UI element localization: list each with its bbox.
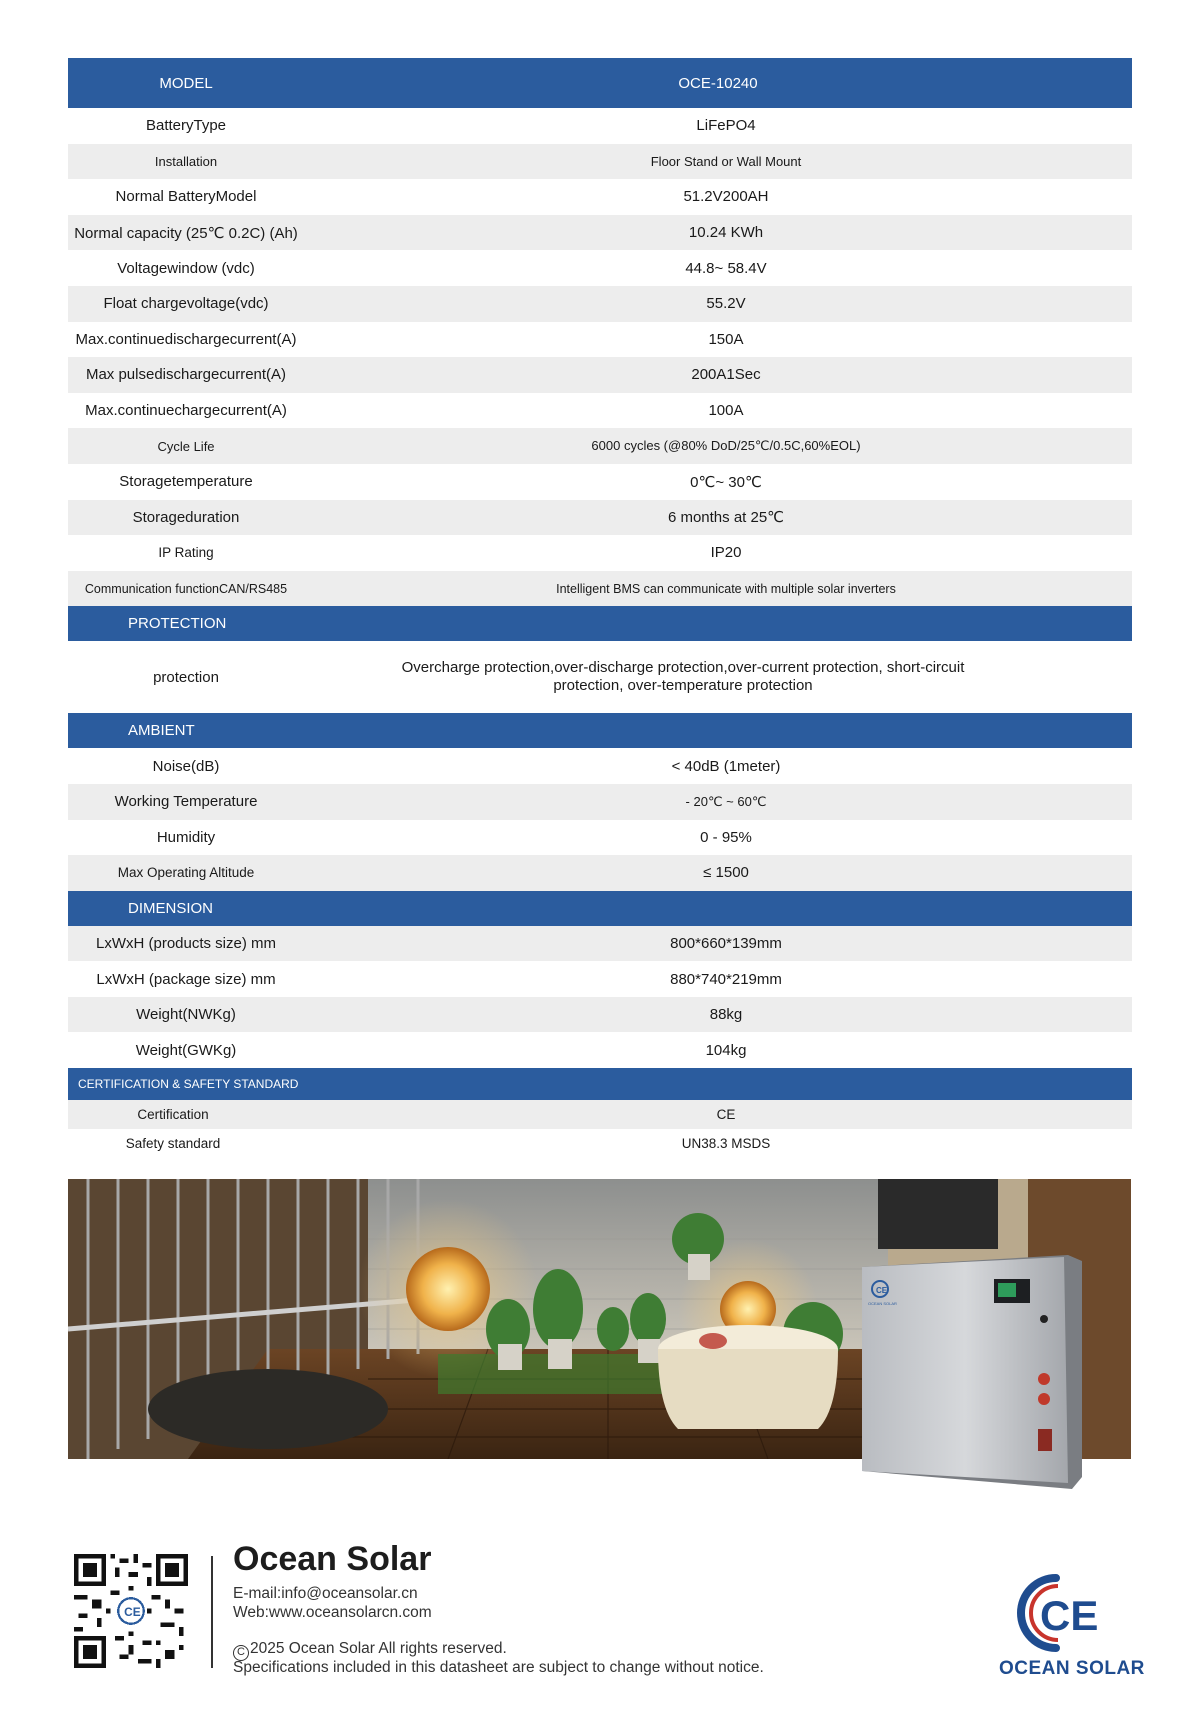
- spec-row-battery-model: [68, 179, 1132, 215]
- spec-value: CE: [716, 1107, 736, 1123]
- spec-row-product-size: [68, 926, 1132, 962]
- spec-label: LxWxH (package size) mm: [96, 970, 276, 988]
- footer: [0, 1540, 1200, 1710]
- spec-value: LiFePO4: [696, 117, 756, 135]
- spec-row-capacity: [68, 215, 1132, 251]
- spec-label: Normal capacity (25℃ 0.2C) (Ah): [74, 224, 298, 242]
- spec-value: 800*660*139mm: [670, 934, 782, 952]
- spec-row-storage-duration: [68, 500, 1132, 536]
- copyright-line: [233, 1640, 507, 1661]
- spec-value: 51.2V200AH: [683, 188, 769, 206]
- spec-row-installation: [68, 144, 1132, 180]
- spec-value: 6000 cycles (@80% DoD/25℃/0.5C,60%EOL): [591, 438, 861, 454]
- spec-label: Max.continuechargecurrent(A): [85, 402, 287, 420]
- contact-website[interactable]: Web:www.oceansolarcn.com: [233, 1604, 432, 1621]
- battery-terminal: [1038, 1373, 1050, 1385]
- spec-label: Storagetemperature: [119, 473, 253, 491]
- spec-row-cycle-life: [68, 428, 1132, 464]
- ambient-section-header: [68, 713, 1132, 748]
- spec-value: 200A1Sec: [691, 366, 761, 384]
- spec-label: Installation: [154, 153, 218, 169]
- spec-value: < 40dB (1meter): [671, 757, 781, 775]
- spec-label: Storageduration: [132, 508, 240, 526]
- spec-row-voltage-window: [68, 250, 1132, 286]
- spec-label: Weight(GWKg): [135, 1041, 237, 1059]
- qr-code[interactable]: [74, 1554, 188, 1668]
- brand-name: Ocean Solar: [233, 1540, 432, 1578]
- contact-email[interactable]: E-mail:info@oceansolar.cn: [233, 1585, 418, 1602]
- dimension-section-header: [68, 891, 1132, 926]
- spec-value: 55.2V: [706, 295, 746, 313]
- spec-value: Overcharge protection,over-discharge protection,over-current protection, short-circuit protection, over-temperature protection: [401, 659, 965, 695]
- spec-label: Normal BatteryModel: [115, 188, 257, 206]
- spec-value: IP20: [710, 544, 742, 562]
- spec-label: Max.continuedischargecurrent(A): [75, 330, 297, 348]
- spec-value: - 20℃ ~ 60℃: [685, 793, 767, 809]
- spec-label: IP Rating: [158, 545, 214, 561]
- spec-label: Communication functionCAN/RS485: [84, 581, 288, 596]
- spec-value: 100A: [708, 402, 744, 420]
- spec-label: Voltagewindow (vdc): [117, 259, 255, 277]
- section-title: AMBIENT: [128, 722, 195, 740]
- spec-row-safety-standard: [68, 1129, 1132, 1158]
- spec-row-net-weight: [68, 997, 1132, 1033]
- spec-row-package-size: [68, 961, 1132, 997]
- spec-label: protection: [153, 668, 219, 686]
- spec-label: Float chargevoltage(vdc): [103, 295, 269, 313]
- model-value: OCE-10240: [678, 74, 758, 92]
- spec-sheet: [68, 58, 1132, 1158]
- spec-value: UN38.3 MSDS: [681, 1136, 771, 1152]
- logo-wordmark: OCEAN SOLAR: [999, 1658, 1145, 1679]
- spec-value: 88kg: [709, 1006, 743, 1024]
- protection-section-header: [68, 606, 1132, 641]
- section-title: CERTIFICATION & SAFETY STANDARD: [78, 1077, 299, 1092]
- spec-label: LxWxH (products size) mm: [95, 934, 277, 952]
- battery-product-image: [854, 1249, 1088, 1497]
- spec-row-humidity: [68, 820, 1132, 856]
- spec-label: BatteryType: [145, 117, 227, 135]
- spec-value: 880*740*219mm: [670, 970, 782, 988]
- section-title: PROTECTION: [128, 615, 227, 633]
- spec-row-altitude: [68, 855, 1132, 891]
- spec-label: Certification: [137, 1107, 209, 1123]
- spec-value: 150A: [708, 330, 744, 348]
- model-header: [68, 58, 1132, 108]
- change-notice: Specifications included in this datasheet are subject to change without notice.: [233, 1659, 764, 1676]
- product-scene-photo: [68, 1179, 1131, 1459]
- spec-label: Weight(NWKg): [136, 1006, 236, 1024]
- spec-label: Max pulsedischargecurrent(A): [85, 366, 287, 384]
- spec-label: Cycle Life: [157, 438, 215, 454]
- spec-label: Max Operating Altitude: [117, 865, 255, 881]
- qr-center-logo: CE: [124, 1605, 141, 1620]
- spec-row-noise: [68, 748, 1132, 784]
- battery-logo: CE: [876, 1286, 888, 1295]
- copyright-symbol: C: [233, 1645, 249, 1661]
- spec-value: 104kg: [705, 1041, 747, 1059]
- battery-brand-small: OCEAN SOLAR: [868, 1301, 897, 1306]
- spec-row-protection: [68, 641, 1132, 713]
- spec-value: 0℃~ 30℃: [690, 473, 762, 491]
- spec-row-float-charge-voltage: [68, 286, 1132, 322]
- spec-label: Safety standard: [125, 1136, 221, 1152]
- spec-value: Intelligent BMS can communicate with multiple solar inverters: [556, 581, 896, 596]
- spec-row-pulse-discharge-current: [68, 357, 1132, 393]
- spec-value: 0 - 95%: [700, 828, 752, 846]
- spec-label: Humidity: [156, 828, 216, 846]
- copyright-text: 2025 Ocean Solar All rights reserved.: [250, 1640, 507, 1657]
- spec-row-communication: [68, 571, 1132, 607]
- spec-value: Floor Stand or Wall Mount: [650, 153, 802, 169]
- footer-divider: [211, 1556, 213, 1668]
- spec-row-certification: [68, 1100, 1132, 1129]
- ocean-solar-logo: [1000, 1568, 1120, 1658]
- spec-label: Working Temperature: [114, 793, 258, 811]
- spec-row-battery-type: [68, 108, 1132, 144]
- model-label: MODEL: [159, 74, 213, 92]
- spec-row-continue-charge-current: [68, 393, 1132, 429]
- spec-row-working-temperature: [68, 784, 1132, 820]
- spec-row-continue-discharge-current: [68, 322, 1132, 358]
- logo-letters: CE: [1040, 1592, 1099, 1639]
- certification-section-header: [68, 1068, 1132, 1100]
- spec-value: 44.8~ 58.4V: [685, 259, 767, 277]
- spec-value: 10.24 KWh: [688, 224, 764, 242]
- section-title: DIMENSION: [128, 899, 214, 917]
- spec-row-ip-rating: [68, 535, 1132, 571]
- spec-label: Noise(dB): [152, 757, 220, 775]
- spec-value: ≤ 1500: [703, 864, 749, 882]
- spec-row-storage-temperature: [68, 464, 1132, 500]
- spec-row-gross-weight: [68, 1032, 1132, 1068]
- spec-value: 6 months at 25℃: [667, 509, 785, 527]
